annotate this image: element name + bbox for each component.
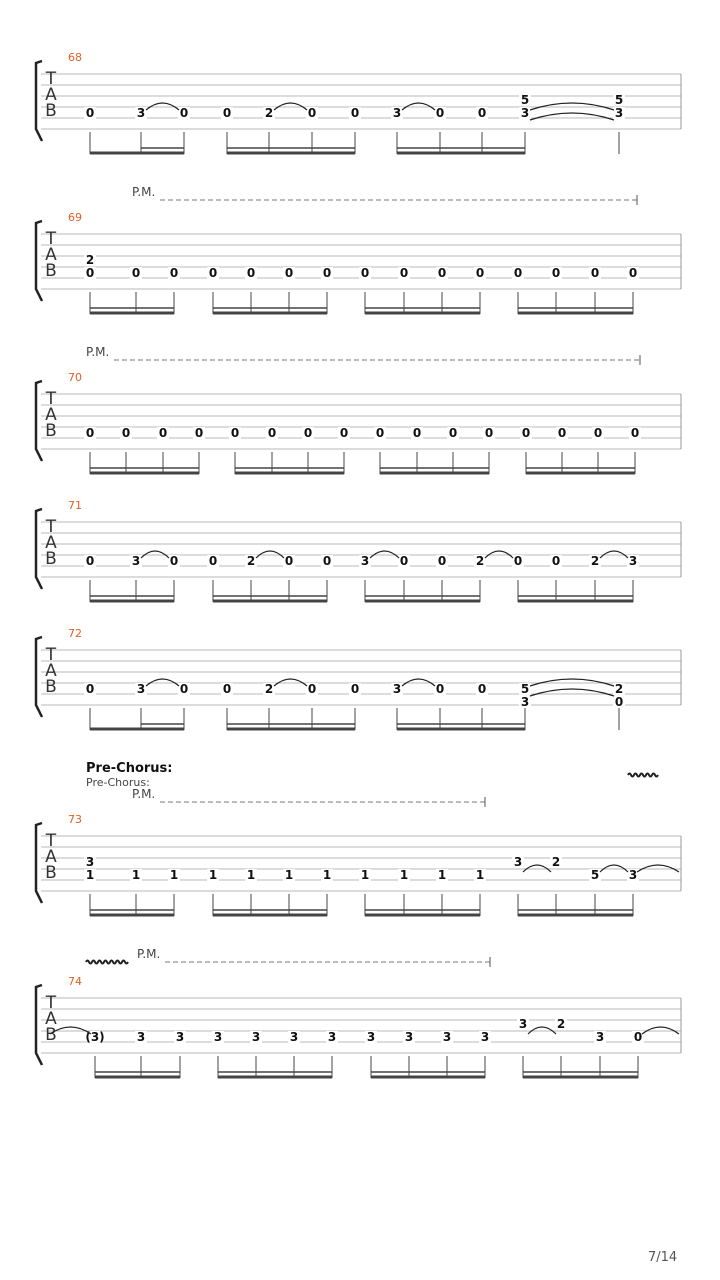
section-title: Pre-Chorus: [86, 761, 173, 776]
tie-arc [530, 689, 614, 696]
fret-number: 3 [518, 1017, 528, 1031]
fret-number: 0 [158, 426, 168, 440]
measure-number: 70 [68, 371, 82, 384]
fret-number: 3 [442, 1030, 452, 1044]
fret-number: 0 [322, 266, 332, 280]
fret-number: 3 [520, 695, 530, 709]
fret-number: 0 [85, 426, 95, 440]
tab-system [36, 51, 681, 154]
fret-number: 0 [169, 554, 179, 568]
fret-number: 0 [399, 266, 409, 280]
tab-clef-letter: T [45, 69, 57, 89]
fret-number: 0 [484, 426, 494, 440]
fret-number: 0 [131, 266, 141, 280]
fret-number: 0 [513, 554, 523, 568]
fret-number: 0 [551, 266, 561, 280]
measure-number: 69 [68, 211, 82, 224]
palm-mute-label: P.M. [132, 185, 156, 199]
fret-number: 3 [366, 1030, 376, 1044]
section-subtitle: Pre-Chorus: [86, 776, 150, 789]
fret-number: 0 [399, 554, 409, 568]
fret-number: 0 [593, 426, 603, 440]
tie-arc [530, 113, 614, 120]
vibrato-mark [86, 961, 128, 964]
fret-number: 0 [350, 682, 360, 696]
fret-number: 2 [475, 554, 485, 568]
fret-number: 1 [169, 868, 179, 882]
fret-number: 3 [392, 682, 402, 696]
fret-number: 0 [477, 682, 487, 696]
fret-number: 3 [360, 554, 370, 568]
fret-number: 0 [307, 682, 317, 696]
fret-number: 0 [375, 426, 385, 440]
measure-number: 71 [68, 499, 82, 512]
tab-system [36, 499, 681, 602]
fret-number: 5 [520, 93, 530, 107]
fret-number: 0 [284, 266, 294, 280]
tab-clef-letter: A [45, 533, 57, 553]
tab-clef-letter: T [45, 229, 57, 249]
fret-number: 0 [169, 266, 179, 280]
fret-number: 3 [595, 1030, 605, 1044]
fret-number: 0 [85, 266, 95, 280]
fret-number: 0 [475, 266, 485, 280]
fret-number: 2 [614, 682, 624, 696]
fret-number: 0 [590, 266, 600, 280]
fret-number: 1 [437, 868, 447, 882]
fret-number: (3) [85, 1030, 105, 1044]
fret-number: 1 [475, 868, 485, 882]
fret-number: 3 [136, 106, 146, 120]
vibrato-mark [628, 774, 658, 777]
fret-number: 0 [208, 266, 218, 280]
tab-clef-letter: A [45, 245, 57, 265]
fret-number: 2 [246, 554, 256, 568]
fret-number: 0 [246, 266, 256, 280]
fret-number: 2 [551, 855, 561, 869]
fret-number: 0 [521, 426, 531, 440]
fret-number: 0 [208, 554, 218, 568]
tab-system [36, 185, 681, 314]
fret-number: 3 [131, 554, 141, 568]
fret-number: 0 [121, 426, 131, 440]
fret-number: 3 [614, 106, 624, 120]
tab-clef-letter: A [45, 1009, 57, 1029]
fret-number: 2 [264, 106, 274, 120]
fret-number: 0 [267, 426, 277, 440]
fret-number: 0 [437, 554, 447, 568]
fret-number: 0 [307, 106, 317, 120]
fret-number: 3 [175, 1030, 185, 1044]
tab-clef-letter: B [45, 549, 57, 569]
measure-number: 74 [68, 975, 82, 988]
fret-number: 0 [179, 106, 189, 120]
palm-mute-label: P.M. [137, 947, 161, 961]
fret-number: 0 [230, 426, 240, 440]
fret-number: 0 [303, 426, 313, 440]
fret-number: 1 [399, 868, 409, 882]
fret-number: 0 [179, 682, 189, 696]
tab-clef-letter: B [45, 101, 57, 121]
tab-clef-letter: B [45, 1025, 57, 1045]
fret-number: 3 [628, 554, 638, 568]
fret-number: 0 [557, 426, 567, 440]
page-number: 7/14 [648, 1250, 678, 1265]
fret-number: 0 [85, 682, 95, 696]
fret-number: 0 [85, 554, 95, 568]
fret-number: 0 [284, 554, 294, 568]
tab-system [36, 627, 681, 730]
fret-number: 0 [614, 695, 624, 709]
fret-number: 3 [520, 106, 530, 120]
tab-system [36, 345, 681, 474]
fret-number: 2 [556, 1017, 566, 1031]
measure-number: 72 [68, 627, 82, 640]
tab-clef-letter: B [45, 863, 57, 883]
fret-number: 0 [222, 682, 232, 696]
fret-number: 1 [131, 868, 141, 882]
fret-number: 1 [322, 868, 332, 882]
fret-number: 3 [213, 1030, 223, 1044]
fret-number: 3 [513, 855, 523, 869]
fret-number: 2 [264, 682, 274, 696]
tab-system [36, 787, 681, 916]
fret-number: 0 [633, 1030, 643, 1044]
fret-number: 3 [480, 1030, 490, 1044]
fret-number: 2 [85, 253, 95, 267]
fret-number: 0 [85, 106, 95, 120]
fret-number: 0 [435, 106, 445, 120]
tab-clef-letter: T [45, 831, 57, 851]
tab-clef-letter: T [45, 993, 57, 1013]
tab-clef-letter: A [45, 85, 57, 105]
fret-number: 0 [477, 106, 487, 120]
fret-number: 1 [284, 868, 294, 882]
fret-number: 3 [136, 1030, 146, 1044]
fret-number: 5 [614, 93, 624, 107]
palm-mute-label: P.M. [86, 345, 110, 359]
tab-clef-letter: B [45, 677, 57, 697]
fret-number: 3 [85, 855, 95, 869]
tab-clef-letter: T [45, 389, 57, 409]
fret-number: 1 [360, 868, 370, 882]
fret-number: 0 [194, 426, 204, 440]
fret-number: 3 [251, 1030, 261, 1044]
fret-number: 5 [590, 868, 600, 882]
fret-number: 3 [392, 106, 402, 120]
fret-number: 0 [322, 554, 332, 568]
fret-number: 0 [448, 426, 458, 440]
fret-number: 0 [437, 266, 447, 280]
palm-mute-label: P.M. [132, 787, 156, 801]
fret-number: 0 [350, 106, 360, 120]
fret-number: 0 [513, 266, 523, 280]
fret-number: 0 [551, 554, 561, 568]
tab-clef-letter: B [45, 421, 57, 441]
tab-clef-letter: B [45, 261, 57, 281]
fret-number: 0 [339, 426, 349, 440]
fret-number: 0 [360, 266, 370, 280]
measure-number: 68 [68, 51, 82, 64]
fret-number: 1 [208, 868, 218, 882]
fret-number: 0 [628, 266, 638, 280]
fret-number: 3 [404, 1030, 414, 1044]
fret-number: 1 [246, 868, 256, 882]
tab-clef-letter: A [45, 661, 57, 681]
tab-clef-letter: A [45, 405, 57, 425]
fret-number: 0 [412, 426, 422, 440]
fret-number: 5 [520, 682, 530, 696]
fret-number: 0 [435, 682, 445, 696]
tab-clef-letter: T [45, 517, 57, 537]
fret-number: 3 [289, 1030, 299, 1044]
tab-system [36, 947, 681, 1078]
measure-number: 73 [68, 813, 82, 826]
tab-clef-letter: T [45, 645, 57, 665]
fret-number: 0 [630, 426, 640, 440]
fret-number: 3 [628, 868, 638, 882]
fret-number: 0 [222, 106, 232, 120]
fret-number: 3 [136, 682, 146, 696]
fret-number: 2 [590, 554, 600, 568]
fret-number: 3 [327, 1030, 337, 1044]
tab-clef-letter: A [45, 847, 57, 867]
fret-number: 1 [85, 868, 95, 882]
